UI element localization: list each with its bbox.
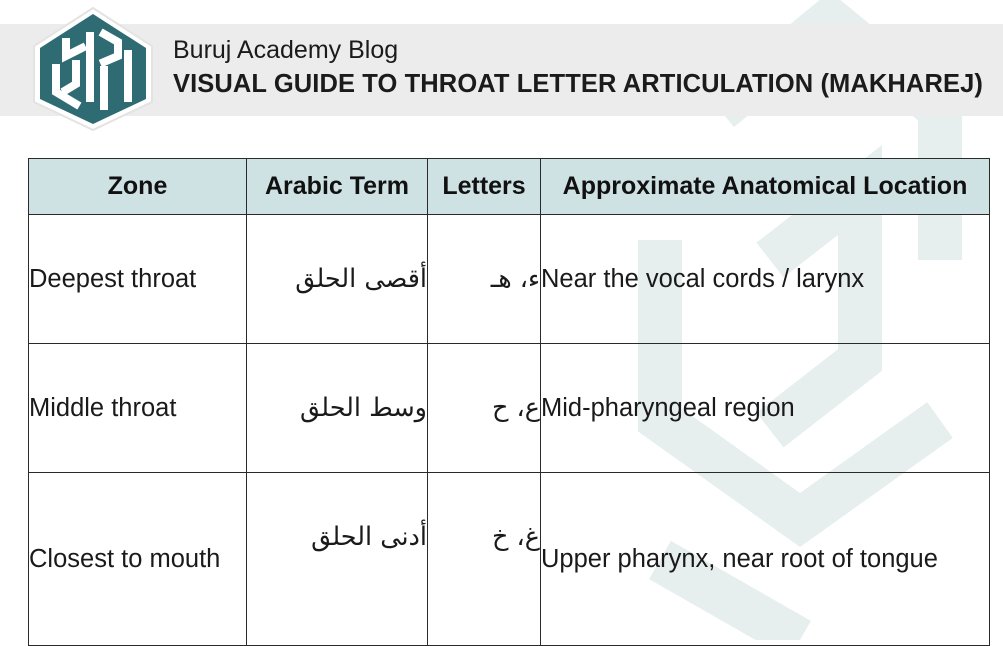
buruj-logo-icon [30, 6, 156, 132]
zone-cell: Closest to mouth [29, 473, 247, 646]
blog-name: Buruj Academy Blog [173, 36, 399, 64]
letters-cell: غ، خ [428, 473, 541, 646]
arabic-term-cell: أدنى الحلق [247, 473, 428, 646]
zone-cell: Middle throat [29, 344, 247, 473]
header-arabic-term: Arabic Term [247, 159, 428, 215]
location-cell: Mid-pharyngeal region [541, 344, 990, 473]
table-row [29, 473, 990, 646]
page-title: VISUAL GUIDE TO THROAT LETTER ARTICULATION (MAKHAREJ) [173, 70, 983, 98]
table-header-row [29, 159, 990, 215]
makharej-table [28, 158, 990, 646]
arabic-term-cell: وسط الحلق [247, 344, 428, 473]
zone-cell: Deepest throat [29, 215, 247, 344]
header-letters: Letters [428, 159, 541, 215]
location-cell: Near the vocal cords / larynx [541, 215, 990, 344]
location-cell: Upper pharynx, near root of tongue [541, 473, 990, 646]
letters-cell: ع، ح [428, 344, 541, 473]
table-row [29, 344, 990, 473]
letters-cell: ء، هـ [428, 215, 541, 344]
arabic-term-cell: أقصى الحلق [247, 215, 428, 344]
table-row [29, 215, 990, 344]
header-location: Approximate Anatomical Location [541, 159, 990, 215]
header-zone: Zone [29, 159, 247, 215]
